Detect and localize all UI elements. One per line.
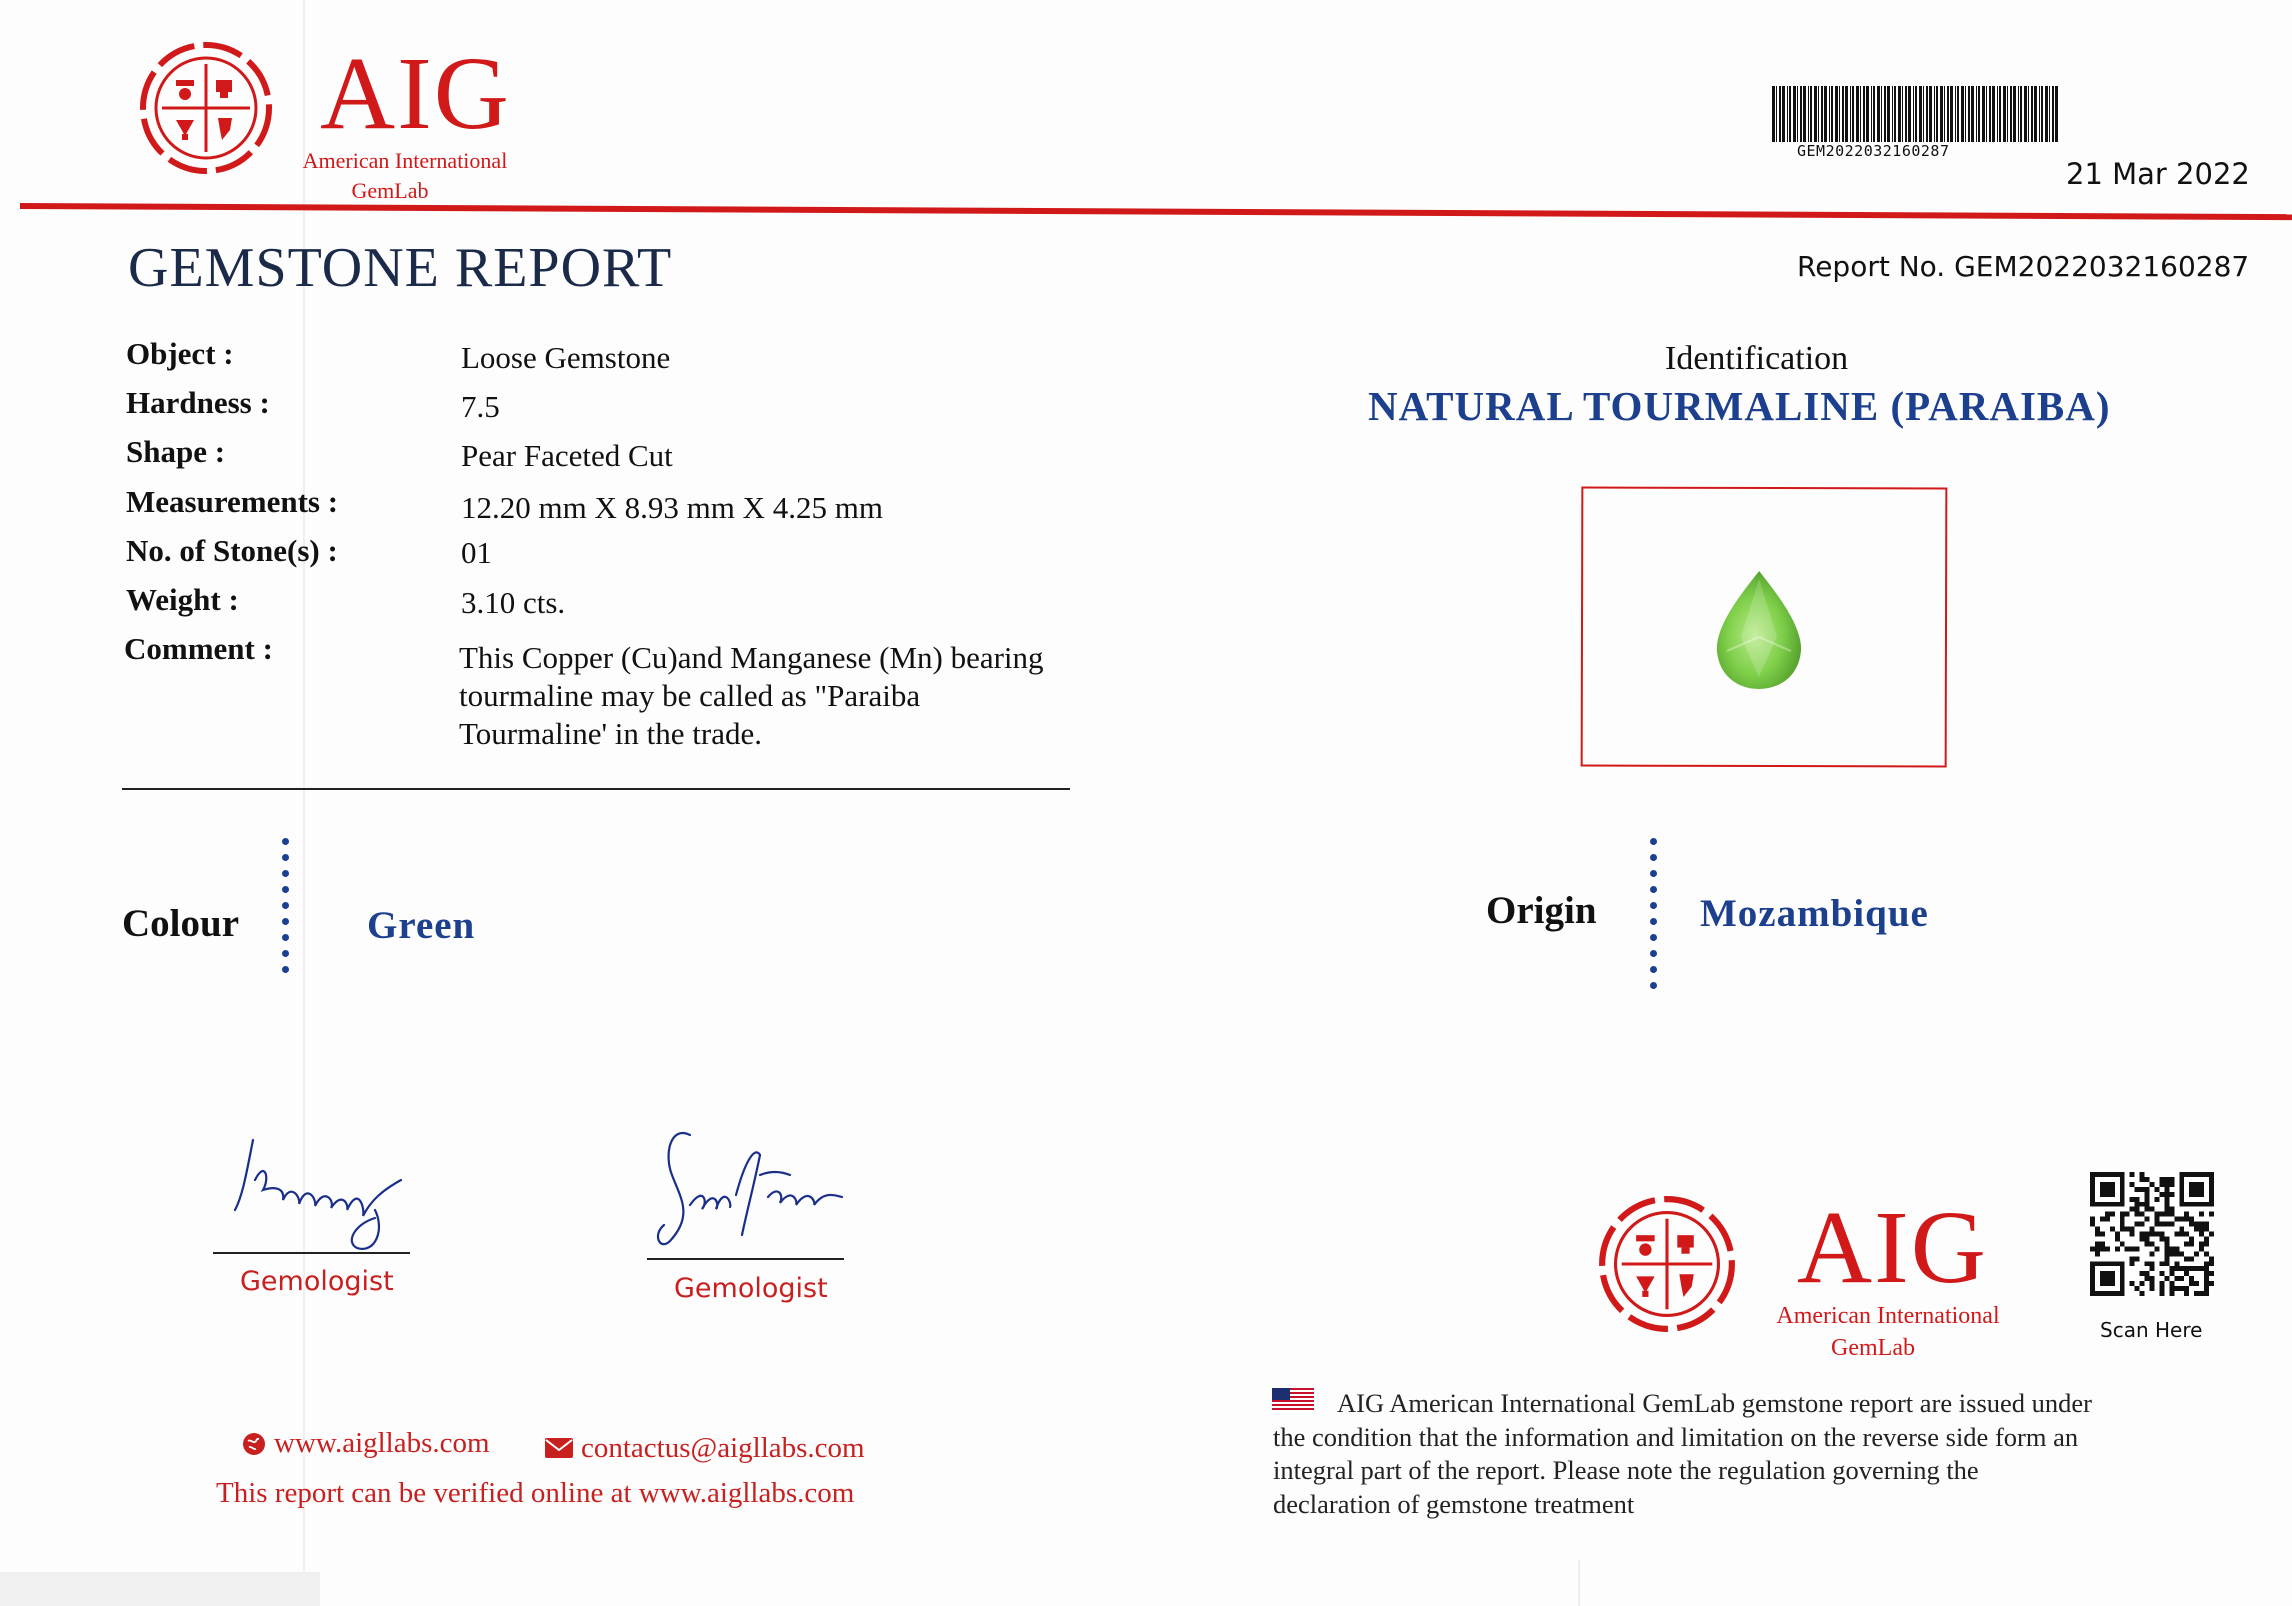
signature-line-1 xyxy=(213,1252,410,1254)
disclaimer-line: integral part of the report. Please note the regulation governing the xyxy=(1273,1455,1979,1486)
colour-separator xyxy=(282,838,290,982)
disclaimer xyxy=(1273,1387,2273,1522)
details-divider xyxy=(122,788,1070,790)
disclaimer-line: the condition that the information and limitation on the reverse side form an xyxy=(1273,1421,2079,1452)
logo-subtitle-2: GemLab xyxy=(351,177,429,203)
field-label-measurements: Measurements : xyxy=(126,484,339,519)
field-value-shape: Pear Faceted Cut xyxy=(461,438,673,473)
field-value-weight: 3.10 cts. xyxy=(461,585,566,620)
field-value-comment-line: This Copper (Cu)and Manganese (Mn) bearing xyxy=(459,640,1044,675)
field-label-weight: Weight : xyxy=(126,582,239,617)
signature-1 xyxy=(225,1120,415,1260)
identification-label: Identification xyxy=(1665,340,1849,377)
logo-wordmark: AIG xyxy=(320,36,511,151)
report-number: Report No. GEM2022032160287 xyxy=(1797,250,2250,283)
page-title: GEMSTONE REPORT xyxy=(128,237,673,299)
logo-subtitle: American International xyxy=(1776,1303,2000,1329)
field-label-hardness: Hardness : xyxy=(126,385,270,420)
paper-fold-lower xyxy=(1578,1560,1580,1606)
field-label-shape: Shape : xyxy=(126,434,226,469)
logo-subtitle-2: GemLab xyxy=(1831,1335,1915,1362)
email-link[interactable]: contactus@aigllabs.com xyxy=(581,1432,865,1464)
field-value-object: Loose Gemstone xyxy=(461,340,671,375)
verify-text: This report can be verified online at www.aigllabs.com xyxy=(216,1477,855,1509)
globe-icon xyxy=(242,1432,266,1456)
header-divider xyxy=(20,203,2292,220)
barcode-number: GEM2022032160287 xyxy=(1797,142,1950,160)
gemstone-photo xyxy=(1711,567,1807,693)
envelope-icon xyxy=(545,1438,573,1458)
field-value-measurements: 12.20 mm X 8.93 mm X 4.25 mm xyxy=(461,490,883,525)
field-value-stones: 01 xyxy=(461,535,492,570)
lab-logo-bottom xyxy=(1753,1190,2023,1365)
signature-title-2: Gemologist xyxy=(674,1273,828,1304)
disclaimer-line: AIG American International GemLab gemstone report are issued under xyxy=(1337,1388,2092,1418)
paper-edge-shadow xyxy=(0,1572,320,1606)
logo-subtitle: American International xyxy=(302,148,508,173)
gemstone-photo-frame xyxy=(1581,487,1948,768)
field-label-comment: Comment : xyxy=(124,631,273,666)
origin-value: Mozambique xyxy=(1700,892,1929,935)
scan-label: Scan Here xyxy=(2100,1318,2203,1342)
field-value-comment-line: tourmaline may be called as "Paraiba xyxy=(459,678,921,713)
origin-separator xyxy=(1650,838,1658,998)
signature-line-2 xyxy=(647,1258,844,1260)
field-value-comment-line: Tourmaline' in the trade. xyxy=(459,716,762,751)
aig-seal-icon xyxy=(138,40,274,176)
qr-code[interactable] xyxy=(2090,1172,2214,1296)
website-link[interactable]: www.aigllabs.com xyxy=(274,1427,490,1459)
colour-label: Colour xyxy=(122,902,239,945)
barcode xyxy=(1770,86,2060,146)
field-value-hardness: 7.5 xyxy=(461,389,500,424)
field-label-object: Object : xyxy=(126,336,234,371)
colour-value: Green xyxy=(367,904,476,947)
field-label-stones: No. of Stone(s) : xyxy=(126,533,338,568)
signature-2 xyxy=(650,1125,850,1260)
logo-wordmark: AIG xyxy=(1797,1190,1988,1305)
report-date: 21 Mar 2022 xyxy=(2066,157,2250,191)
identification-value: NATURAL TOURMALINE (PARAIBA) xyxy=(1368,383,2111,429)
signature-title-1: Gemologist xyxy=(240,1266,394,1297)
origin-label: Origin xyxy=(1486,889,1597,932)
disclaimer-line: declaration of gemstone treatment xyxy=(1273,1488,1635,1519)
lab-logo xyxy=(280,36,530,205)
aig-seal-icon xyxy=(1597,1194,1737,1334)
